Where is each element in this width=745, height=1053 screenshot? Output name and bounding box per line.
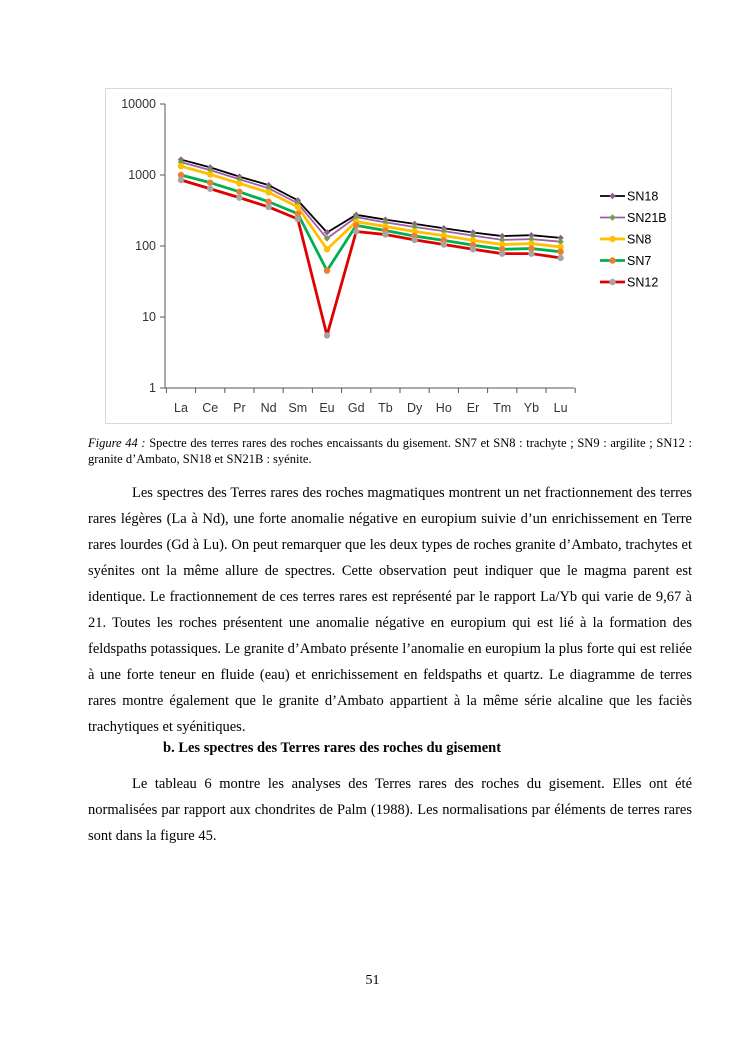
x-tick-label: Dy: [406, 401, 423, 415]
x-tick-label: Nd: [260, 401, 277, 415]
data-point-sn8: [265, 189, 271, 195]
data-point-sn7: [353, 222, 359, 228]
figure-caption: [88, 435, 692, 467]
x-tick-label: La: [174, 401, 188, 415]
data-point-sn7: [557, 249, 563, 255]
data-point-sn8: [236, 180, 242, 186]
x-tick-label: Tm: [493, 401, 512, 415]
data-point-sn7: [324, 267, 330, 273]
series-line-sn12: [181, 180, 561, 335]
data-point-sn8: [178, 163, 184, 169]
data-point-sn12: [470, 246, 476, 252]
data-point-sn7: [236, 189, 242, 195]
data-point-sn8: [324, 246, 330, 252]
y-tick-label: 10: [142, 310, 156, 324]
x-tick-label: Lu: [553, 401, 568, 415]
legend-marker-sn8: [609, 236, 615, 242]
x-tick-label: Sm: [288, 401, 308, 415]
data-point-sn12: [499, 250, 505, 256]
data-point-sn8: [295, 204, 301, 210]
x-tick-label: Gd: [347, 401, 365, 415]
page-number: 51: [365, 973, 380, 988]
paragraph-1: Les spectres des Terres rares des roches magmatiques montrent un net fractionnement des terres rares légères (La à Nd), une forte anomalie négative en europium suivie d’un enrichissement en Terre rares lourdes (Gd à Lu). On peut remarquer que les deux types de roches granite d’Ambato, trachytes et syénites ont la même allure de spectres. Cette observation peut indiquer que le magma parent est identique. Le fractionnement de ces terres rares est représenté par le rapport La/Yb qui varie de 9,67 à 21. Toutes les roches présentent une anomalie négative en europium qui est lié à la formation des feldspaths potassiques. Le granite d’Ambato présente l’anomalie en europium la plus forte qui est reliée à une forte teneur en fluide (eau) et enrichissement en feldspaths et quartz. Le diagramme de terres rares montre également que le granite d’Ambato appartient à la même série alcaline que les faciès trachytiques et syénitiques.: [88, 485, 692, 735]
section-heading: b. Les spectres des Terres rares des roches du gisement: [163, 740, 502, 756]
data-point-sn12: [236, 194, 242, 200]
x-tick-label: Ce: [202, 401, 219, 415]
y-tick-label: 1000: [128, 168, 156, 182]
ree-spectrum-chart: [106, 89, 673, 425]
x-tick-label: Ho: [435, 401, 452, 415]
legend-label-sn8: SN8: [627, 232, 652, 247]
data-point-sn12: [441, 241, 447, 247]
legend-label-sn21b: SN21B: [627, 211, 667, 225]
figure-label: Figure 44 :: [88, 436, 146, 450]
chart-frame: [105, 88, 672, 424]
x-tick-label: Tb: [378, 401, 393, 415]
data-point-sn12: [178, 177, 184, 183]
legend-marker-sn12: [609, 279, 615, 285]
legend-label-sn7: SN7: [627, 254, 652, 268]
series-line-sn21b: [181, 162, 561, 242]
x-tick-label: Er: [466, 401, 480, 415]
legend-label-sn12: SN12: [627, 275, 659, 290]
data-point-sn12: [411, 237, 417, 243]
figure-caption-text: Spectre des terres rares des roches encaissants du gisement. SN7 et SN8 : trachyte ; SN9 : argilite ; SN12 : granite d’Ambato, SN18 et SN21B : syénite.: [88, 436, 692, 466]
data-point-sn12: [557, 255, 563, 261]
data-point-sn12: [528, 250, 534, 256]
x-tick-label: Pr: [233, 401, 246, 415]
data-point-sn12: [265, 204, 271, 210]
legend-label-sn18: SN18: [627, 189, 659, 204]
legend-marker-sn18: [609, 193, 615, 199]
data-point-sn12: [353, 228, 359, 234]
y-tick-label: 1: [149, 381, 156, 395]
x-tick-label: Yb: [523, 401, 540, 415]
data-point-sn12: [207, 186, 213, 192]
data-point-sn12: [295, 216, 301, 222]
paragraph-2: Le tableau 6 montre les analyses des Terres rares des roches du gisement. Elles ont été normalisées par rapport aux chondrites de Palm (1988). Les normalisations par éléments de terres rares sont dans la figure 45.: [88, 776, 692, 844]
legend-marker-sn7: [609, 257, 615, 263]
legend-marker-sn21b: [609, 214, 615, 220]
data-point-sn7: [207, 179, 213, 185]
y-tick-label: 10000: [121, 97, 156, 111]
data-point-sn8: [207, 171, 213, 177]
data-point-sn12: [324, 332, 330, 338]
y-tick-label: 100: [135, 239, 156, 253]
x-tick-label: Eu: [319, 401, 335, 415]
data-point-sn12: [382, 231, 388, 237]
